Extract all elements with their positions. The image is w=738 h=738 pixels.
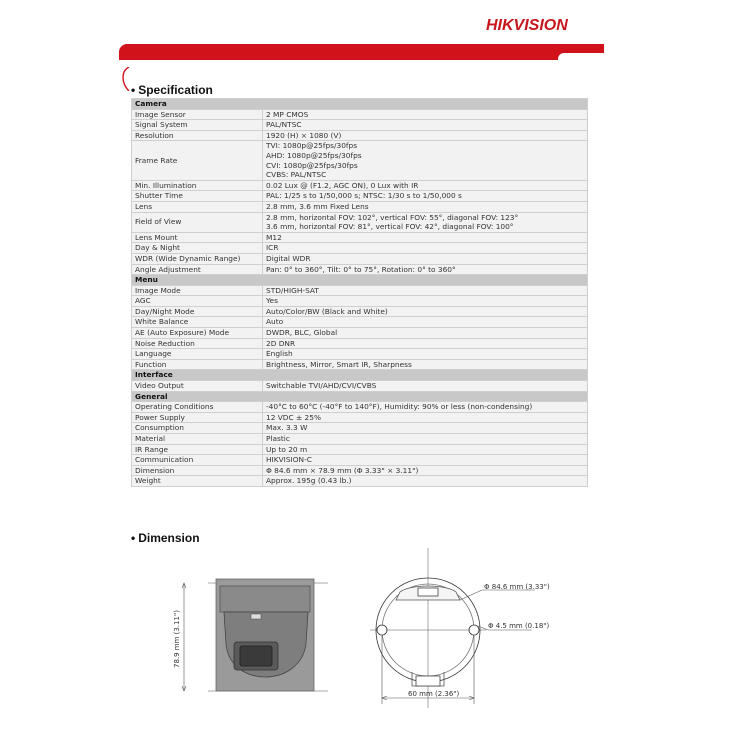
- spec-row: [132, 434, 588, 445]
- spec-label: Lens: [132, 201, 263, 212]
- camera-side-view: [208, 579, 328, 691]
- spec-row: [132, 191, 588, 202]
- section-decoration: [119, 67, 131, 91]
- spec-value-line: HIKVISION-C: [266, 455, 312, 465]
- spec-value-line: Auto: [266, 317, 284, 327]
- spec-value-line: Max. 3.3 W: [266, 423, 308, 433]
- spec-value-line: Up to 20 m: [266, 444, 308, 454]
- spec-value-line: 3.6 mm, horizontal FOV: 81°, vertical FOV: 42°, diagonal FOV: 100°: [266, 222, 514, 232]
- spec-value-line: PAL: 1/25 s to 1/50,000 s; NTSC: 1/30 s to 1/50,000 s: [266, 191, 462, 201]
- spec-value-line: ICR: [266, 243, 279, 253]
- spec-value: [263, 191, 588, 202]
- spec-label: Lens Mount: [132, 232, 263, 243]
- spec-row: [132, 359, 588, 370]
- spec-row: [132, 180, 588, 191]
- spec-value-line: Brightness, Mirror, Smart IR, Sharpness: [266, 359, 412, 369]
- spec-row: [132, 120, 588, 131]
- spec-value: [263, 444, 588, 455]
- spec-value: [263, 359, 588, 370]
- spec-group-name: Camera: [132, 99, 588, 110]
- spec-value: [263, 109, 588, 120]
- spec-label: Operating Conditions: [132, 402, 263, 413]
- spec-value: [263, 381, 588, 392]
- dimension-title-text: Dimension: [138, 531, 200, 545]
- spec-label: Video Output: [132, 381, 263, 392]
- spec-value-line: TVI: 1080p@25fps/30fps: [266, 141, 358, 151]
- spec-value-line: -40°C to 60°C (-40°F to 140°F), Humidity: 90% or less (non-condensing): [266, 402, 533, 412]
- specification-title: [131, 83, 213, 97]
- spec-label: Image Sensor: [132, 109, 263, 120]
- spacing-label: 60 mm (2.36"): [408, 690, 460, 698]
- spec-value-line: Approx. 195g (0.43 lb.): [266, 476, 352, 486]
- dimension-title: [131, 531, 200, 545]
- spec-value-line: 1920 (H) × 1080 (V): [266, 130, 342, 140]
- spec-value-line: 12 VDC ± 25%: [266, 412, 321, 422]
- spec-row: [132, 264, 588, 275]
- spec-row: [132, 306, 588, 317]
- spec-row: [132, 423, 588, 434]
- spec-label: Weight: [132, 476, 263, 487]
- spec-group-header: [132, 370, 588, 381]
- spec-label: Consumption: [132, 423, 263, 434]
- spec-label: Communication: [132, 455, 263, 466]
- spec-value: [263, 306, 588, 317]
- spec-group-header: [132, 99, 588, 110]
- spec-row: [132, 285, 588, 296]
- specification-table: [131, 98, 588, 487]
- spec-value: [263, 243, 588, 254]
- spec-value: [263, 296, 588, 307]
- spec-label: Signal System: [132, 120, 263, 131]
- spec-value: [263, 412, 588, 423]
- spec-label: IR Range: [132, 444, 263, 455]
- spec-label: Language: [132, 349, 263, 360]
- spec-label: Frame Rate: [132, 141, 263, 180]
- spec-value-line: PAL/NTSC: [266, 120, 302, 130]
- spec-value: [263, 285, 588, 296]
- spec-value-line: CVI: 1080p@25fps/30fps: [266, 160, 358, 170]
- spec-row: [132, 130, 588, 141]
- spec-label: Angle Adjustment: [132, 264, 263, 275]
- spec-value: [263, 423, 588, 434]
- height-dimension-line: [182, 583, 186, 691]
- spec-value-line: M12: [266, 232, 282, 242]
- spec-row: [132, 243, 588, 254]
- spec-label: Day/Night Mode: [132, 306, 263, 317]
- spec-label: Noise Reduction: [132, 338, 263, 349]
- spec-row: [132, 476, 588, 487]
- spec-row: [132, 253, 588, 264]
- spec-label: Dimension: [132, 465, 263, 476]
- spec-row: [132, 338, 588, 349]
- spec-row: [132, 402, 588, 413]
- spec-label: Resolution: [132, 130, 263, 141]
- spec-value: [263, 180, 588, 191]
- spec-row: [132, 412, 588, 423]
- spec-value-line: 2.8 mm, horizontal FOV: 102°, vertical FOV: 55°, diagonal FOV: 123°: [266, 212, 519, 222]
- spec-value-line: Plastic: [266, 434, 290, 443]
- spec-label: Image Mode: [132, 285, 263, 296]
- title-bullet: •: [131, 83, 136, 97]
- header-accent-bar: [119, 44, 604, 60]
- spec-value-line: 0.02 Lux @ (F1.2, AGC ON), 0 Lux with IR: [266, 180, 419, 190]
- spec-value: [263, 201, 588, 212]
- spec-value-line: CVBS: PAL/NTSC: [266, 170, 327, 180]
- spec-value-line: 2 MP CMOS: [266, 109, 309, 119]
- spec-value: [263, 212, 588, 232]
- spec-value-line: 2D DNR: [266, 338, 296, 348]
- spec-value-line: Pan: 0° to 360°, Tilt: 0° to 75°, Rotation: 0° to 360°: [266, 264, 456, 274]
- spec-label: Min. Illumination: [132, 180, 263, 191]
- title-bullet: •: [131, 531, 136, 545]
- brand-name: HIKVISION: [486, 17, 568, 34]
- spec-value: [263, 338, 588, 349]
- spec-label: Power Supply: [132, 412, 263, 423]
- spec-value: [263, 317, 588, 328]
- dimension-drawing: [160, 548, 580, 713]
- spec-row: [132, 296, 588, 307]
- spec-label: WDR (Wide Dynamic Range): [132, 253, 263, 264]
- spec-value: [263, 120, 588, 131]
- spec-value: [263, 141, 588, 180]
- spec-row: [132, 455, 588, 466]
- spec-value-line: STD/HIGH-SAT: [266, 285, 319, 295]
- spec-value: [263, 434, 588, 445]
- spec-value: [263, 349, 588, 360]
- spec-label: AE (Auto Exposure) Mode: [132, 328, 263, 339]
- diameter-label: Φ 84.6 mm (3.33"): [484, 583, 550, 591]
- spec-group-name: Interface: [132, 370, 588, 381]
- spec-label: Shutter Time: [132, 191, 263, 202]
- spec-value-line: DWDR, BLC, Global: [266, 328, 338, 338]
- spec-label: AGC: [132, 296, 263, 307]
- spec-row: [132, 381, 588, 392]
- spec-value: [263, 402, 588, 413]
- spec-value: [263, 264, 588, 275]
- camera-bottom-view: [370, 548, 486, 708]
- spec-value: [263, 476, 588, 487]
- spec-label: Material: [132, 434, 263, 445]
- spec-value-line: Auto/Color/BW (Black and White): [266, 306, 388, 316]
- spec-label: Function: [132, 359, 263, 370]
- spec-row: [132, 109, 588, 120]
- spec-row: [132, 444, 588, 455]
- specification-title-text: Specification: [138, 83, 213, 97]
- hikvision-logo: [486, 12, 602, 36]
- spec-value: [263, 232, 588, 243]
- spec-label: White Balance: [132, 317, 263, 328]
- spec-row: [132, 141, 588, 180]
- spec-value: [263, 455, 588, 466]
- spec-label: Field of View: [132, 212, 263, 232]
- spec-row: [132, 201, 588, 212]
- spec-row: [132, 317, 588, 328]
- spec-value-line: English: [266, 349, 293, 359]
- spec-row: [132, 212, 588, 232]
- spec-row: [132, 349, 588, 360]
- spec-label: Day & Night: [132, 243, 263, 254]
- spec-row: [132, 232, 588, 243]
- spec-group-name: General: [132, 391, 588, 402]
- spec-group-header: [132, 391, 588, 402]
- spec-group-name: Menu: [132, 275, 588, 286]
- spec-row: [132, 328, 588, 339]
- spec-value-line: 2.8 mm, 3.6 mm Fixed Lens: [266, 201, 369, 211]
- height-label: 78.9 mm (3.11"): [173, 610, 181, 668]
- hole-label: Φ 4.5 mm (0.18"): [488, 622, 550, 630]
- spec-value: [263, 465, 588, 476]
- spec-value-line: Yes: [266, 296, 278, 306]
- spec-value-line: AHD: 1080p@25fps/30fps: [266, 150, 362, 160]
- spec-group-header: [132, 275, 588, 286]
- spec-value: [263, 253, 588, 264]
- spec-value-line: Digital WDR: [266, 253, 311, 263]
- spec-value-line: Switchable TVI/AHD/CVI/CVBS: [266, 381, 377, 391]
- spec-row: [132, 465, 588, 476]
- spec-value-line: Φ 84.6 mm × 78.9 mm (Φ 3.33" × 3.11"): [266, 465, 419, 475]
- spec-value: [263, 130, 588, 141]
- diameter-leader-line: [460, 590, 535, 600]
- spec-value: [263, 328, 588, 339]
